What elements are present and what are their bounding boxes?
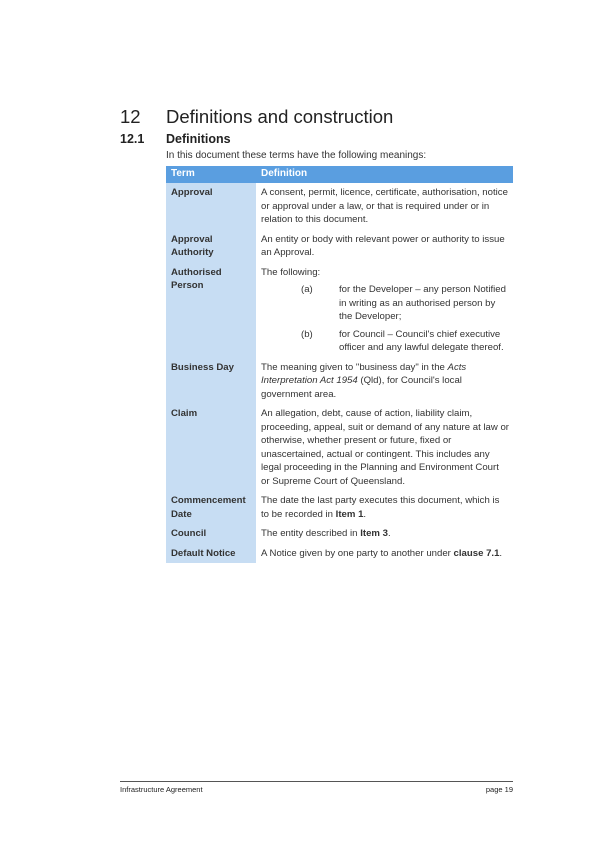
sub-item-label: (b) (301, 328, 313, 340)
definition-text: . (387, 528, 391, 539)
header-term: Term (166, 166, 256, 183)
table-row (166, 230, 513, 263)
table-row (166, 544, 513, 564)
term-cell: Approval Authority (166, 230, 256, 263)
term-cell: Default Notice (166, 544, 256, 564)
definition-cell (256, 358, 513, 405)
definition-cell: An allegation, debt, cause of action, liability claim, proceeding, appeal, suit or demand of any nature at law or otherwise, whether present or future, fixed or unascertained, actual or contingent. This includes any legal proceeding in the Planning and Environment Court or Supreme Court of Queensland. (256, 404, 513, 491)
term-cell: Commencement Date (166, 491, 256, 524)
definition-text: The date the last party executes this document, which is to be recorded in (261, 495, 500, 520)
act-title: Acts Interpretation Act 1954 (261, 361, 467, 386)
definition-text: (Qld), for Council's local government area. (261, 375, 462, 400)
sub-item (261, 328, 509, 355)
footer-document-title: Infrastructure Agreement (120, 785, 203, 794)
intro-text: In this document these terms have the following meanings: (166, 150, 427, 161)
table-row (166, 263, 513, 358)
footer-page-number: page 19 (485, 785, 513, 794)
table-row (166, 491, 513, 524)
definition-text: . (363, 508, 367, 520)
item-reference: Item 3 (360, 528, 388, 539)
section-heading (120, 106, 393, 128)
definition-cell (256, 544, 513, 564)
term-cell: Approval (166, 183, 256, 230)
table-row (166, 183, 513, 230)
table-header-row (166, 166, 513, 183)
definition-cell: A consent, permit, licence, certificate, authorisation, notice or approval under a law, or that is required under or in relation to this document. (256, 183, 513, 230)
subsection-number: 12.1 (120, 132, 145, 146)
definition-cell (256, 263, 513, 358)
page-footer (120, 781, 513, 794)
definition-text: . (499, 547, 503, 559)
term-cell: Business Day (166, 358, 256, 405)
definition-text: The following: (261, 266, 321, 278)
definition-cell (256, 524, 513, 544)
header-definition: Definition (256, 166, 513, 183)
term-cell: Council (166, 524, 256, 544)
sub-item (261, 283, 509, 324)
definition-cell: An entity or body with relevant power or authority to issue an Approval. (256, 230, 513, 263)
subsection-title: Definitions (166, 132, 231, 146)
definition-text: A Notice given by one party to another under (261, 547, 454, 559)
subsection-heading (120, 132, 231, 146)
term-cell: Authorised Person (166, 263, 256, 358)
sub-item-label: (a) (301, 284, 313, 295)
clause-reference: clause 7.1 (453, 547, 500, 559)
section-number: 12 (120, 106, 141, 127)
sub-item-text: for the Developer – any person Notified in writing as an authorised person by the Developer; (339, 284, 506, 322)
definition-text: The entity described in (261, 528, 361, 539)
definitions-table (166, 166, 513, 563)
section-title: Definitions and construction (166, 106, 394, 127)
definition-text: The meaning given to "business day" in the (261, 361, 448, 373)
table-row (166, 524, 513, 544)
item-reference: Item 1 (335, 508, 364, 520)
definition-cell (256, 491, 513, 524)
sub-item-text: for Council – Council's chief executive officer and any lawful delegate thereof. (339, 328, 504, 353)
table-row (166, 404, 513, 491)
term-cell: Claim (166, 404, 256, 491)
table-row (166, 358, 513, 405)
